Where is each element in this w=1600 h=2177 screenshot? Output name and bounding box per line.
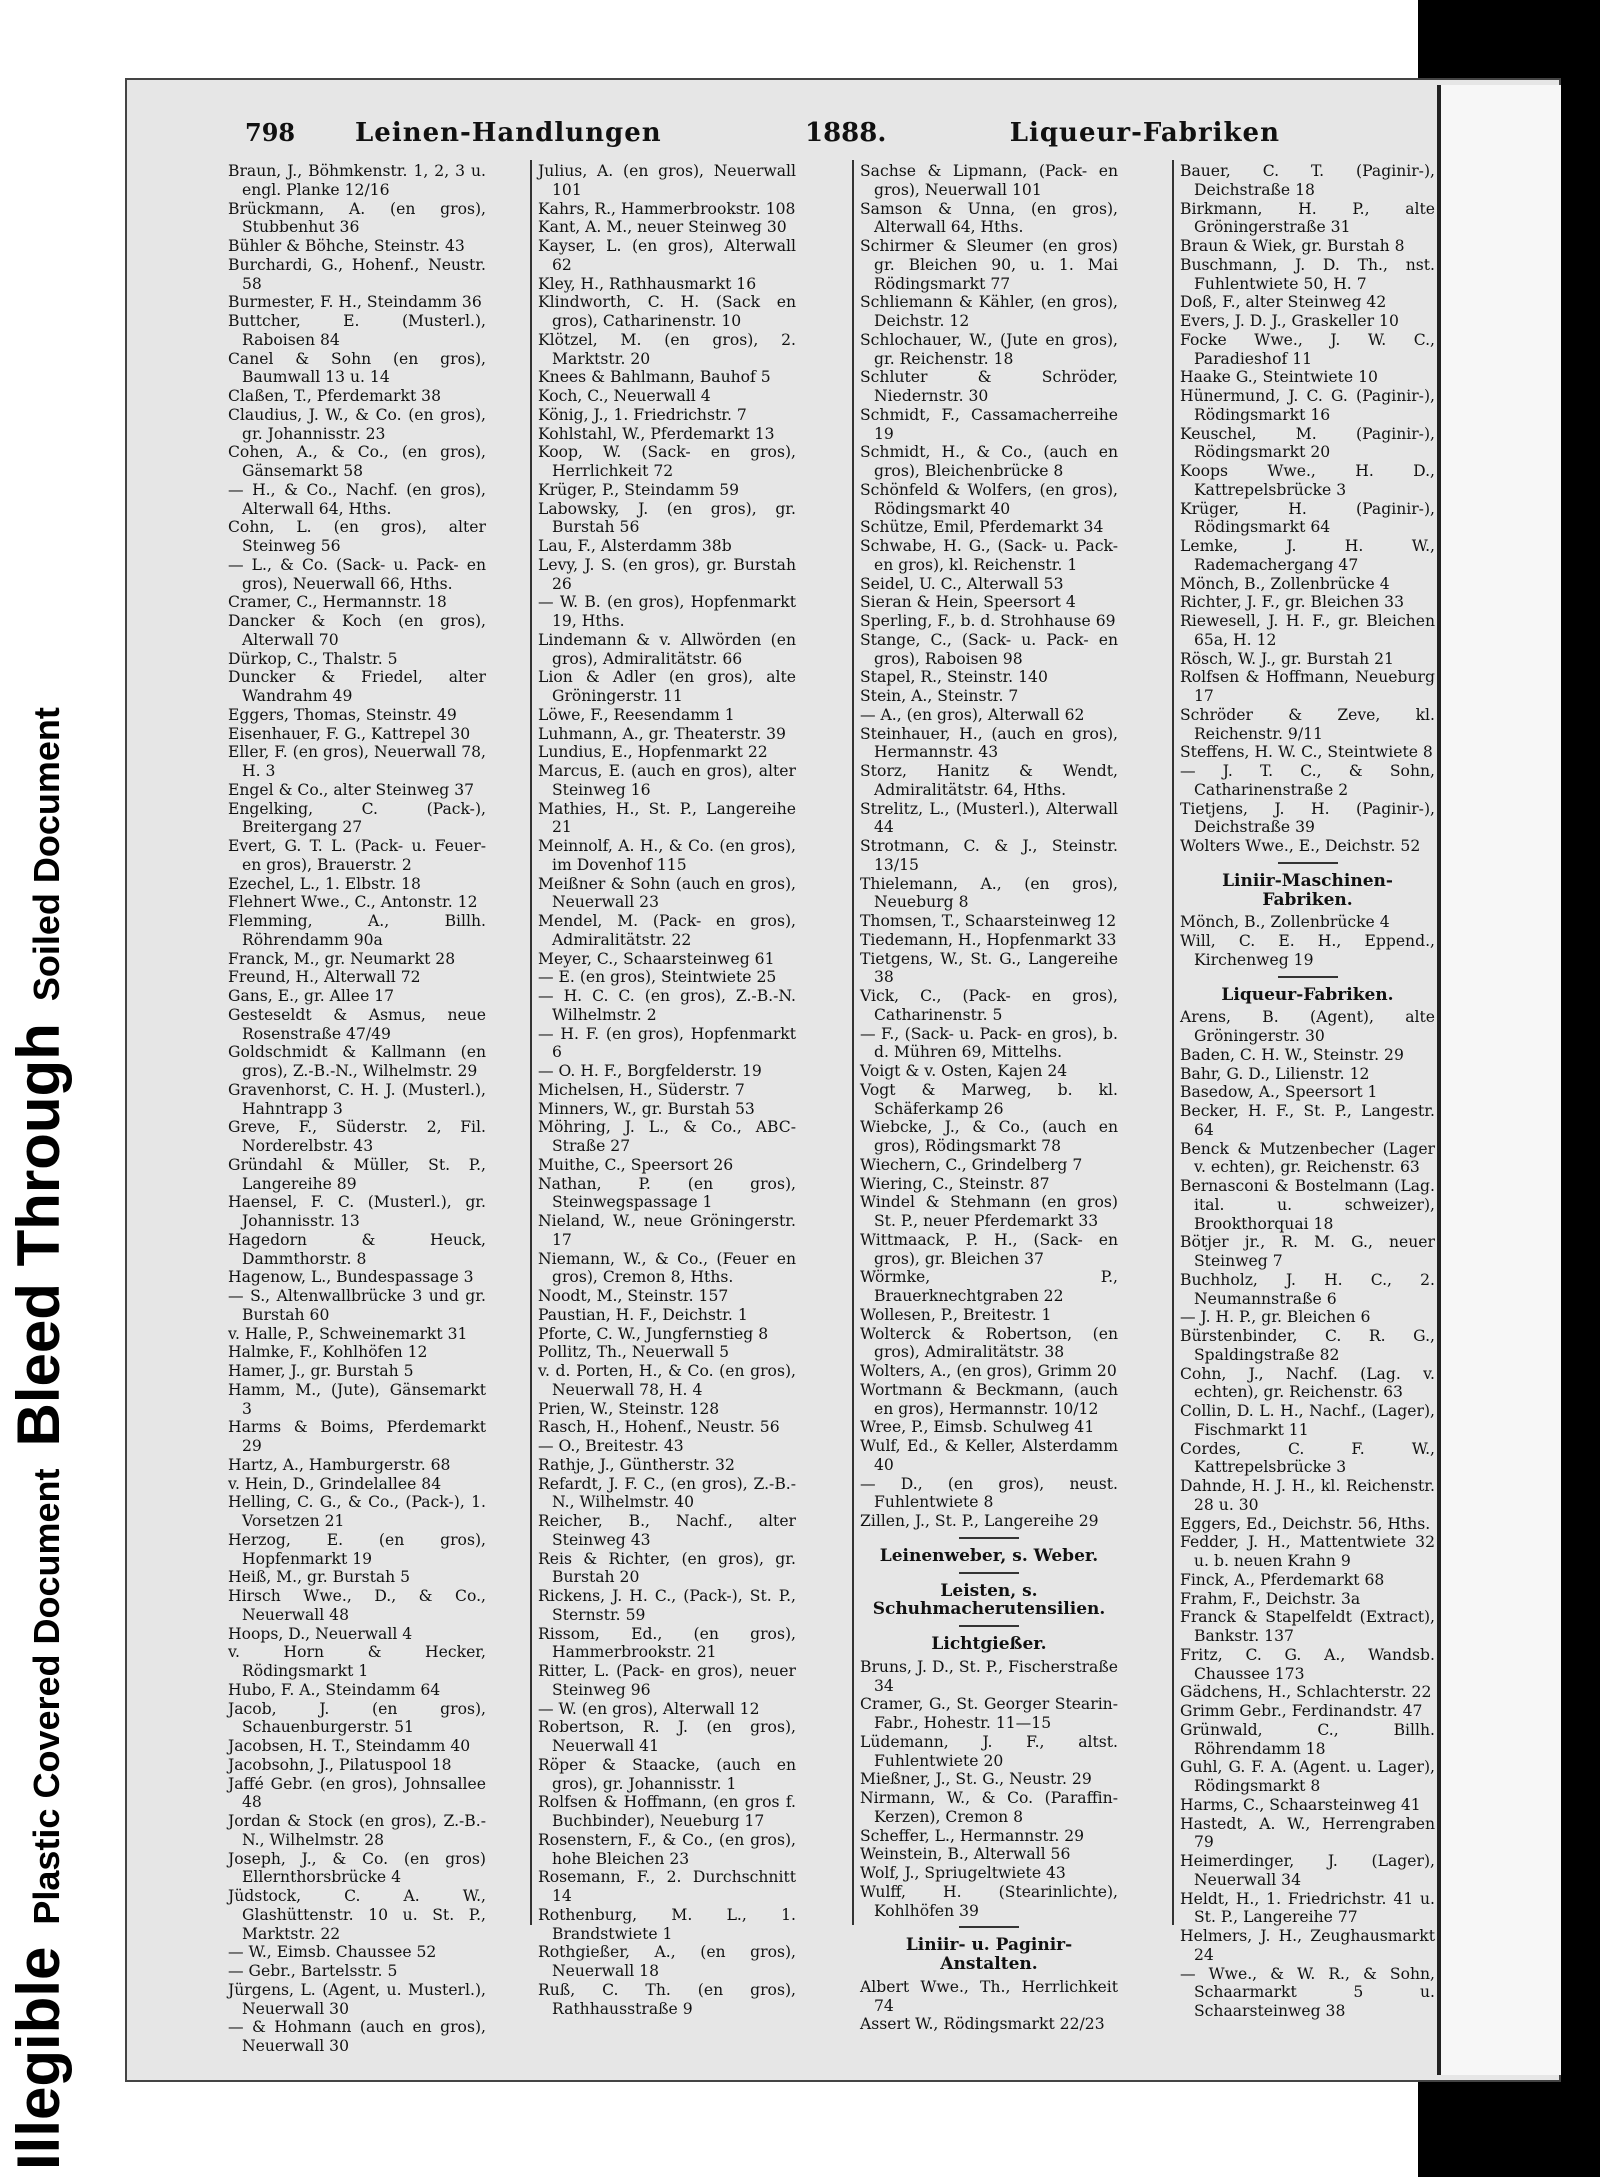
directory-entry: Tietgens, W., St. G., Langereihe 38 bbox=[860, 949, 1118, 987]
directory-entry: Niemann, W., & Co., (Feuer en gros), Cremon 8, Hths. bbox=[538, 1249, 796, 1287]
directory-entry: Bernasconi & Bostelmann (Lag. ital. u. schweizer), Brookthorquai 18 bbox=[1180, 1177, 1435, 1233]
directory-entry: Ezechel, L., 1. Elbstr. 18 bbox=[228, 874, 421, 893]
directory-entry: Birkmann, H. P., alte Gröningerstraße 31 bbox=[1180, 199, 1435, 237]
directory-entry: Hamm, M., (Jute), Gänsemarkt 3 bbox=[228, 1380, 486, 1418]
directory-entry: — D., (en gros), neust. Fuhlentwiete 8 bbox=[860, 1474, 1118, 1512]
directory-entry: Cohen, A., & Co., (en gros), Gänsemarkt 58 bbox=[228, 443, 486, 480]
section-rule bbox=[959, 1625, 1019, 1627]
directory-entry: Noodt, M., Steinstr. 157 bbox=[538, 1287, 729, 1305]
directory-entry: Benck & Mutzenbecher (Lager v. echten), gr. Reichenstr. 63 bbox=[1180, 1139, 1435, 1177]
directory-entry: Collin, D. L. H., Nachf., (Lager), Fischmarkt 11 bbox=[1180, 1402, 1435, 1439]
directory-entry: Jacobsen, H. T., Steindamm 40 bbox=[228, 1737, 471, 1755]
directory-entry: Rathje, J., Güntherstr. 32 bbox=[538, 1455, 735, 1474]
directory-entry: Schmidt, H., & Co., (auch en gros), Bleichenbrücke 8 bbox=[860, 443, 1118, 480]
directory-entry: Minners, W., gr. Burstah 53 bbox=[538, 1099, 755, 1118]
directory-entry: Vogt & Marweg, b. kl. Schäferkamp 26 bbox=[860, 1080, 1118, 1118]
directory-entry: Ruß, C. Th. (en gros), Rathhausstraße 9 bbox=[538, 1980, 796, 2018]
directory-entry: Levy, J. S. (en gros), gr. Burstah 26 bbox=[538, 555, 796, 593]
plastic-covered-label: Plastic Covered Document bbox=[26, 1468, 67, 1925]
directory-entry: Storz, Hanitz & Wendt, Admiralitätstr. 64, Hths. bbox=[860, 762, 1118, 799]
directory-entry: Burchardi, G., Hohenf., Neustr. 58 bbox=[228, 255, 486, 293]
directory-entry: Wiebcke, J., & Co., (auch en gros), Rödingsmarkt 78 bbox=[860, 1118, 1118, 1155]
directory-entry: — & Hohmann (auch en gros), Neuerwall 30 bbox=[228, 2018, 486, 2055]
column-divider bbox=[1172, 160, 1174, 1925]
directory-entry: Krüger, H. (Paginir-), Rödingsmarkt 64 bbox=[1180, 499, 1435, 537]
directory-entry: Rasch, H., Hohenf., Neustr. 56 bbox=[538, 1418, 780, 1437]
directory-entry: Goldschmidt & Kallmann (en gros), Z.-B.-N., Wilhelmstr. 29 bbox=[228, 1043, 486, 1080]
directory-entry: Koop, W. (Sack- en gros), Herrlichkeit 72 bbox=[538, 443, 796, 480]
directory-entry: — O., Breitestr. 43 bbox=[538, 1437, 684, 1455]
directory-entry: Reis & Richter, (en gros), gr. Burstah 20 bbox=[538, 1549, 796, 1587]
directory-entry: Hünermund, J. C. G. (Paginir-), Rödingsmarkt 16 bbox=[1180, 387, 1435, 424]
directory-entry: Grimm Gebr., Ferdinandstr. 47 bbox=[1180, 1702, 1423, 1720]
directory-entry: Gans, E., gr. Allee 17 bbox=[228, 987, 395, 1005]
section-heading: Lichtgießer. bbox=[931, 1634, 1047, 1654]
directory-entry: Schmidt, F., Cassamacherreihe 19 bbox=[860, 405, 1118, 443]
directory-entry: — F., (Sack- u. Pack- en gros), b. d. Mühren 69, Mittelhs. bbox=[860, 1024, 1118, 1062]
directory-entry: Meinnolf, A. H., & Co. (en gros), im Dovenhof 115 bbox=[538, 837, 796, 874]
directory-entry: Schröder & Zeve, kl. Reichenstr. 9/11 bbox=[1180, 705, 1435, 743]
directory-entry: Zillen, J., St. P., Langereihe 29 bbox=[860, 1512, 1099, 1530]
directory-entry: Lau, F., Alsterdamm 38b bbox=[538, 537, 732, 555]
directory-entry: Bürstenbinder, C. R. G., Spaldingstraße 82 bbox=[1180, 1327, 1435, 1364]
directory-entry: — L., & Co. (Sack- u. Pack- en gros), Neuerwall 66, Hths. bbox=[228, 555, 486, 593]
directory-entry: Franck & Stapelfeldt (Extract), Bankstr. 137 bbox=[1180, 1608, 1435, 1645]
directory-entry: Haensel, F. C. (Musterl.), gr. Johannisstr. 13 bbox=[228, 1193, 486, 1230]
left-running-title: Leinen-Handlungen bbox=[355, 118, 662, 148]
directory-entry: Samson & Unna, (en gros), Alterwall 64, Hths. bbox=[860, 199, 1118, 237]
directory-entry: Franck, M., gr. Neumarkt 28 bbox=[228, 949, 456, 968]
directory-entry: Albert Wwe., Th., Herrlichkeit 74 bbox=[860, 1977, 1118, 2015]
directory-entry: Gravenhorst, C. H. J. (Musterl.), Hahntrapp 3 bbox=[228, 1080, 486, 1118]
directory-entry: Gädchens, H., Schlachterstr. 22 bbox=[1180, 1683, 1432, 1702]
directory-entry: Nathan, P. (en gros), Steinwegspassage 1 bbox=[538, 1174, 796, 1212]
directory-entry: Rolfsen & Hoffmann, (en gros f. Buchbinder), Neueburg 17 bbox=[538, 1793, 796, 1830]
directory-entry: Gesteseldt & Asmus, neue Rosenstraße 47/49 bbox=[228, 1005, 486, 1043]
directory-entry: Rothenburg, M. L., 1. Brandstwiete 1 bbox=[538, 1905, 796, 1943]
page-gutter bbox=[1437, 85, 1561, 2075]
directory-entry: Bahr, G. D., Lilienstr. 12 bbox=[1180, 1064, 1370, 1083]
section-heading: Leinenweber, s. Weber. bbox=[879, 1545, 1099, 1566]
directory-entry: Steffens, H. W. C., Steintwiete 8 bbox=[1180, 743, 1433, 762]
directory-entry: Sachse & Lipmann, (Pack- en gros), Neuerwall 101 bbox=[860, 162, 1118, 199]
directory-entry: Freund, H., Alterwall 72 bbox=[228, 968, 421, 987]
directory-entry: Rickens, J. H. C., (Pack-), St. P., Sternstr. 59 bbox=[538, 1587, 796, 1624]
directory-entry: Burmester, F. H., Steindamm 36 bbox=[228, 293, 482, 312]
directory-entry: — E. (en gros), Steintwiete 25 bbox=[538, 968, 777, 987]
directory-entry: Kley, H., Rathhausmarkt 16 bbox=[538, 274, 757, 293]
directory-entry: Riewesell, J. H. F., gr. Bleichen 65a, H. 12 bbox=[1180, 612, 1435, 649]
soiled-label: Soiled Document bbox=[26, 707, 67, 1002]
directory-entry: Schlochauer, W., (Jute en gros), gr. Reichenstr. 18 bbox=[860, 330, 1118, 368]
directory-entry: Rissom, Ed., (en gros), Hammerbrookstr. 21 bbox=[538, 1624, 796, 1662]
directory-entry: Jüdstock, C. A. W., Glashüttenstr. 10 u. St. P., Marktstr. 22 bbox=[228, 1887, 486, 1943]
directory-entry: — H., & Co., Nachf. (en gros), Alterwall 64, Hths. bbox=[228, 480, 486, 518]
directory-entry: König, J., 1. Friedrichstr. 7 bbox=[538, 405, 747, 424]
directory-entry: Becker, H. F., St. P., Langestr. 64 bbox=[1180, 1102, 1435, 1139]
directory-entry: Halmke, F., Kohlhöfen 12 bbox=[228, 1343, 428, 1362]
directory-entry: — W., Eimsb. Chaussee 52 bbox=[228, 1943, 437, 1962]
directory-entry: Focke Wwe., J. W. C., Paradieshof 11 bbox=[1180, 330, 1435, 368]
directory-entry: Buschmann, J. D. Th., nst. Fuhlentwiete 50, H. 7 bbox=[1180, 255, 1435, 293]
directory-entry: Cordes, C. F. W., Kattrepelsbrücke 3 bbox=[1180, 1439, 1435, 1477]
directory-entry: Finck, A., Pferdemarkt 68 bbox=[1180, 1570, 1385, 1589]
directory-entry: Möhring, J. L., & Co., ABC-Straße 27 bbox=[538, 1118, 796, 1155]
directory-entry: Assert W., Rödingsmarkt 22/23 bbox=[860, 2015, 1105, 2034]
directory-entry: Harms & Boims, Pferdemarkt 29 bbox=[228, 1418, 486, 1455]
directory-entry: Jordan & Stock (en gros), Z.-B.-N., Wilhelmstr. 28 bbox=[228, 1812, 486, 1849]
directory-entry: Eggers, Ed., Deichstr. 56, Hths. bbox=[1180, 1514, 1431, 1533]
right-running-title: Liqueur-Fabriken bbox=[1009, 118, 1280, 148]
directory-entry: Braun, J., Böhmkenstr. 1, 2, 3 u. engl. Planke 12/16 bbox=[228, 162, 486, 199]
directory-entry: Flehnert Wwe., C., Antonstr. 12 bbox=[228, 893, 478, 912]
directory-entry: Knees & Bahlmann, Bauhof 5 bbox=[538, 368, 771, 387]
directory-entry: Marcus, E. (auch en gros), alter Steinweg 16 bbox=[538, 762, 796, 799]
directory-entry: Wolf, J., Spriugeltwiete 43 bbox=[860, 1864, 1066, 1882]
directory-entry: Röper & Staacke, (auch en gros), gr. Johannisstr. 1 bbox=[538, 1755, 796, 1793]
directory-entry: Schütze, Emil, Pferdemarkt 34 bbox=[860, 518, 1104, 537]
directory-entry: Helling, C. G., & Co., (Pack-), 1. Vorsetzen 21 bbox=[228, 1493, 486, 1530]
directory-entry: Jaffé Gebr. (en gros), Johnsallee 48 bbox=[228, 1774, 486, 1812]
directory-entry: Heimerdinger, J. (Lager), Neuerwall 34 bbox=[1180, 1852, 1435, 1889]
illegible-label: Illegible bbox=[5, 1946, 72, 2170]
directory-entry: Engelking, C. (Pack-), Breitergang 27 bbox=[228, 799, 486, 837]
directory-entry: Voigt & v. Osten, Kajen 24 bbox=[860, 1062, 1068, 1080]
directory-entry: Doß, F., alter Steinweg 42 bbox=[1180, 293, 1387, 312]
section-rule bbox=[959, 1572, 1019, 1574]
directory-entry: Lüdemann, J. F., altst. Fuhlentwiete 20 bbox=[860, 1732, 1118, 1770]
directory-entry: Meißner & Sohn (auch en gros), Neuerwall 23 bbox=[538, 874, 796, 912]
directory-entry: Cohn, L. (en gros), alter Steinweg 56 bbox=[228, 518, 486, 555]
directory-entry: Keuschel, M. (Paginir-), Rödingsmarkt 20 bbox=[1180, 424, 1435, 462]
directory-entry: Cramer, G., St. Georger Stearin-Fabr., Hohestr. 11—15 bbox=[860, 1695, 1118, 1732]
directory-entry: Thielemann, A., (en gros), Neueburg 8 bbox=[860, 874, 1118, 912]
directory-entry: Ritter, L. (Pack- en gros), neuer Steinweg 96 bbox=[538, 1662, 796, 1699]
directory-entry: Grünwald, C., Billh. Röhrendamm 18 bbox=[1180, 1720, 1435, 1758]
directory-entry: Pollitz, Th., Neuerwall 5 bbox=[538, 1343, 730, 1362]
directory-entry: v. Hein, D., Grindelallee 84 bbox=[228, 1474, 442, 1493]
directory-entry: Jacobsohn, J., Pilatuspool 18 bbox=[228, 1755, 452, 1774]
directory-entry: v. Halle, P., Schweinemarkt 31 bbox=[228, 1324, 468, 1343]
directory-entry: Heiß, M., gr. Burstah 5 bbox=[228, 1568, 411, 1587]
directory-entry: — H. C. C. (en gros), Z.-B.-N. Wilhelmstr. 2 bbox=[538, 987, 796, 1024]
directory-entry: Labowsky, J. (en gros), gr. Burstah 56 bbox=[538, 499, 796, 537]
directory-entry: Canel & Sohn (en gros), Baumwall 13 u. 14 bbox=[228, 349, 486, 387]
directory-entry: — J. T. C., & Sohn, Catharinenstraße 2 bbox=[1180, 762, 1435, 799]
directory-entry: Strotmann, C. & J., Steinstr. 13/15 bbox=[860, 837, 1118, 874]
directory-entry: Jacob, J. (en gros), Schauenburgerstr. 51 bbox=[228, 1699, 486, 1737]
directory-entry: Richter, J. F., gr. Bleichen 33 bbox=[1180, 593, 1405, 612]
directory-entry: — A., (en gros), Alterwall 62 bbox=[860, 705, 1085, 724]
directory-entry: Schirmer & Sleumer (en gros) gr. Bleichen 90, u. 1. Mai Rödingsmarkt 77 bbox=[860, 237, 1118, 293]
directory-entry: Hoops, D., Neuerwall 4 bbox=[228, 1624, 413, 1643]
directory-entry: Engel & Co., alter Steinweg 37 bbox=[228, 780, 475, 799]
directory-entry: Wulff, H. (Stearinlichte), Kohlhöfen 39 bbox=[860, 1882, 1118, 1920]
directory-entry: Schliemann & Kähler, (en gros), Deichstr. 12 bbox=[860, 293, 1118, 330]
directory-entry: Koops Wwe., H. D., Kattrepelsbrücke 3 bbox=[1180, 462, 1435, 499]
page-header bbox=[245, 118, 1280, 156]
directory-entry: Schluter & Schröder, Niedernstr. 30 bbox=[860, 368, 1118, 405]
directory-entry: Mendel, M. (Pack- en gros), Admiralitätstr. 22 bbox=[538, 912, 796, 949]
directory-entry: Luhmann, A., gr. Theaterstr. 39 bbox=[538, 724, 786, 743]
directory-entry: Eisenhauer, F. G., Kattrepel 30 bbox=[228, 724, 471, 743]
directory-entry: Lindemann & v. Allwörden (en gros), Admiralitätstr. 66 bbox=[538, 630, 796, 668]
directory-entry: Buttcher, E. (Musterl.), Raboisen 84 bbox=[228, 312, 486, 349]
directory-entry: Robertson, R. J. (en gros), Neuerwall 41 bbox=[538, 1718, 796, 1755]
directory-entry: Lundius, E., Hopfenmarkt 22 bbox=[538, 743, 768, 762]
directory-entry: Fritz, C. G. A., Wandsb. Chaussee 173 bbox=[1180, 1645, 1435, 1683]
directory-entry: Vick, C., (Pack- en gros), Catharinenstr. 5 bbox=[860, 987, 1118, 1024]
directory-entry: Hirsch Wwe., D., & Co., Neuerwall 48 bbox=[228, 1587, 486, 1624]
directory-entry: Wolterck & Robertson, (en gros), Admiralitätstr. 38 bbox=[860, 1324, 1118, 1362]
directory-entry: Klötzel, M. (en gros), 2. Marktstr. 20 bbox=[538, 330, 796, 368]
directory-entry: — S., Altenwallbrücke 3 und gr. Burstah 60 bbox=[228, 1287, 486, 1324]
directory-entry: Sieran & Hein, Speersort 4 bbox=[860, 593, 1076, 612]
directory-entry: Windel & Stehmann (en gros) St. P., neuer Pferdemarkt 33 bbox=[860, 1193, 1118, 1230]
directory-entry: Seidel, U. C., Alterwall 53 bbox=[860, 574, 1064, 593]
directory-entry: Klindworth, C. H. (Sack en gros), Catharinenstr. 10 bbox=[538, 293, 796, 330]
directory-entry: Bauer, C. T. (Paginir-), Deichstraße 18 bbox=[1180, 162, 1435, 199]
directory-entry: Kahrs, R., Hammerbrookstr. 108 bbox=[538, 199, 796, 218]
directory-entry: Rothgießer, A., (en gros), Neuerwall 18 bbox=[538, 1943, 796, 1980]
directory-entry: Flemming, A., Billh. Röhrendamm 90a bbox=[228, 912, 486, 949]
directory-entry: Strelitz, L., (Musterl.), Alterwall 44 bbox=[860, 799, 1118, 837]
directory-entry: Rösch, W. J., gr. Burstah 21 bbox=[1180, 649, 1394, 668]
directory-entry: — J. H. P., gr. Bleichen 6 bbox=[1180, 1308, 1371, 1327]
directory-entry: Stange, C., (Sack- u. Pack- en gros), Raboisen 98 bbox=[860, 630, 1118, 668]
directory-entry: Hagedorn & Heuck, Dammthorstr. 8 bbox=[228, 1230, 486, 1268]
directory-entry: Wittmaack, P. H., (Sack- en gros), gr. Bleichen 37 bbox=[860, 1230, 1118, 1268]
directory-entry: Mönch, B., Zollenbrücke 4 bbox=[1180, 574, 1390, 593]
year-heading: 1888. bbox=[805, 118, 887, 148]
directory-entry: Rosemann, F., 2. Durchschnitt 14 bbox=[538, 1868, 796, 1905]
column-divider bbox=[530, 160, 532, 1925]
directory-entry: Haake G., Steintwiete 10 bbox=[1180, 368, 1378, 387]
directory-entry: Baden, C. H. W., Steinstr. 29 bbox=[1180, 1045, 1404, 1064]
section-heading: Liqueur-Fabriken. bbox=[1221, 984, 1394, 1005]
directory-entry: Frahm, F., Deichstr. 3a bbox=[1180, 1589, 1361, 1608]
directory-entry: Hamer, J., gr. Burstah 5 bbox=[228, 1362, 414, 1380]
directory-entry: Bühler & Böhche, Steinstr. 43 bbox=[228, 237, 465, 255]
directory-entry: Schönfeld & Wolfers, (en gros), Rödingsmarkt 40 bbox=[860, 480, 1118, 518]
directory-entry: Wulf, Ed., & Keller, Alsterdamm 40 bbox=[860, 1437, 1118, 1474]
directory-entry: Hubo, F. A., Steindamm 64 bbox=[228, 1680, 441, 1699]
column-divider bbox=[852, 160, 854, 1925]
directory-entry: Heldt, H., 1. Friedrichstr. 41 u. St. P., Langereihe 77 bbox=[1180, 1889, 1435, 1927]
directory-entry: Rosenstern, F., & Co., (en gros), hohe Bleichen 23 bbox=[538, 1830, 796, 1868]
directory-entry: Meyer, C., Schaarsteinweg 61 bbox=[538, 949, 775, 968]
directory-entry: Lion & Adler (en gros), alte Gröningerstr. 11 bbox=[538, 668, 796, 705]
directory-entry: Krüger, P., Steindamm 59 bbox=[538, 480, 740, 499]
directory-column-2 bbox=[538, 162, 796, 2018]
directory-entry: Prien, W., Steinstr. 128 bbox=[538, 1399, 720, 1418]
directory-entry: Cramer, C., Hermannstr. 18 bbox=[228, 593, 447, 612]
directory-entry: Julius, A. (en gros), Neuerwall 101 bbox=[538, 162, 796, 199]
directory-entry: Scheffer, L., Hermannstr. 29 bbox=[860, 1826, 1085, 1845]
directory-entry: Dahnde, H. J. H., kl. Reichenstr. 28 u. 30 bbox=[1180, 1477, 1435, 1514]
directory-entry: Hagenow, L., Bundespassage 3 bbox=[228, 1268, 474, 1287]
directory-entry: Löwe, F., Reesendamm 1 bbox=[538, 705, 735, 724]
section-rule bbox=[959, 1926, 1019, 1928]
side-warning-label bbox=[4, 707, 73, 2170]
directory-entry: Hastedt, A. W., Herrengraben 79 bbox=[1180, 1814, 1435, 1852]
directory-entry: Eggers, Thomas, Steinstr. 49 bbox=[228, 705, 457, 724]
directory-entry: Claudius, J. W., & Co. (en gros), gr. Johannisstr. 23 bbox=[228, 405, 486, 443]
directory-entry: Bötjer jr., R. M. G., neuer Steinweg 7 bbox=[1180, 1233, 1435, 1270]
directory-entry: Mathies, H., St. P., Langereihe 21 bbox=[538, 799, 796, 837]
directory-entry: — Gebr., Bartelsstr. 5 bbox=[228, 1962, 398, 1980]
directory-entry: Helmers, J. H., Zeughausmarkt 24 bbox=[1180, 1927, 1435, 1964]
directory-entry: Claßen, T., Pferdemarkt 38 bbox=[228, 387, 442, 405]
directory-entry: Stein, A., Steinstr. 7 bbox=[860, 687, 1019, 705]
directory-entry: Evers, J. D. J., Graskeller 10 bbox=[1180, 312, 1399, 330]
directory-entry: Koch, C., Neuerwall 4 bbox=[538, 387, 711, 405]
directory-entry: Buchholz, J. H. C., 2. Neumannstraße 6 bbox=[1180, 1270, 1435, 1308]
section-heading: Liniir- u. Paginir-Anstalten. bbox=[905, 1935, 1073, 1974]
section-heading: Leisten, s. Schuhmacherutensilien. bbox=[872, 1580, 1106, 1620]
directory-entry: Michelsen, H., Süderstr. 7 bbox=[538, 1080, 745, 1099]
directory-entry: Kayser, L. (en gros), Alterwall 62 bbox=[538, 237, 796, 274]
directory-entry: Wiering, C., Steinstr. 87 bbox=[860, 1174, 1050, 1193]
directory-entry: Brückmann, A. (en gros), Stubbenhut 36 bbox=[228, 199, 486, 237]
directory-column-3 bbox=[860, 162, 1118, 2034]
directory-entry: — Wwe., & W. R., & Sohn, Schaarmarkt 5 u. Schaarsteinweg 38 bbox=[1180, 1964, 1435, 2020]
directory-entry: Evert, G. T. L. (Pack- u. Feuer- en gros), Brauerstr. 2 bbox=[228, 837, 486, 874]
directory-entry: v. Horn & Hecker, Rödingsmarkt 1 bbox=[228, 1643, 486, 1680]
directory-entry: Nieland, W., neue Gröningerstr. 17 bbox=[538, 1212, 796, 1249]
directory-entry: Herzog, E. (en gros), Hopfenmarkt 19 bbox=[228, 1530, 486, 1568]
directory-entry: Wiechern, C., Grindelberg 7 bbox=[860, 1155, 1083, 1174]
directory-column-1 bbox=[228, 162, 486, 2056]
bleed-through-label: Bleed Through bbox=[5, 1023, 72, 1447]
directory-entry: Jürgens, L. (Agent, u. Musterl.), Neuerwall 30 bbox=[228, 1980, 486, 2018]
directory-entry: Bruns, J. D., St. P., Fischerstraße 34 bbox=[860, 1657, 1118, 1695]
directory-entry: Eller, F. (en gros), Neuerwall 78, H. 3 bbox=[228, 743, 486, 780]
directory-entry: Cohn, J., Nachf. (Lag. v. echten), gr. Reichenstr. 63 bbox=[1180, 1364, 1435, 1402]
directory-column-4 bbox=[1180, 162, 1435, 2021]
directory-entry: Nirmann, W., & Co. (Paraffin-Kerzen), Cremon 8 bbox=[860, 1789, 1118, 1826]
directory-entry: Stapel, R., Steinstr. 140 bbox=[860, 668, 1048, 687]
directory-entry: Weinstein, B., Alterwall 56 bbox=[860, 1845, 1071, 1864]
directory-entry: v. d. Porten, H., & Co. (en gros), Neuerwall 78, H. 4 bbox=[538, 1362, 796, 1399]
section-heading: Liniir-Maschinen-Fabriken. bbox=[1222, 870, 1393, 910]
directory-entry: Pforte, C. W., Jungfernstieg 8 bbox=[538, 1324, 769, 1343]
directory-entry: Braun & Wiek, gr. Burstah 8 bbox=[1180, 237, 1405, 255]
directory-entry: Paustian, H. F., Deichstr. 1 bbox=[538, 1305, 748, 1324]
directory-entry: Mönch, B., Zollenbrücke 4 bbox=[1180, 913, 1390, 932]
directory-entry: Wollesen, P., Breitestr. 1 bbox=[860, 1305, 1052, 1324]
directory-entry: Fedder, J. H., Mattentwiete 32 u. b. neuen Krahn 9 bbox=[1180, 1533, 1435, 1570]
directory-entry: Kohlstahl, W., Pferdemarkt 13 bbox=[538, 424, 775, 443]
directory-entry: Muithe, C., Speersort 26 bbox=[538, 1155, 734, 1174]
section-rule bbox=[959, 1537, 1019, 1539]
directory-entry: Harms, C., Schaarsteinweg 41 bbox=[1180, 1795, 1421, 1814]
directory-entry: — W. (en gros), Alterwall 12 bbox=[538, 1699, 760, 1718]
directory-entry: Duncker & Friedel, alter Wandrahm 49 bbox=[228, 668, 486, 705]
directory-entry: — H. F. (en gros), Hopfenmarkt 6 bbox=[538, 1024, 796, 1062]
directory-entry: Kant, A. M., neuer Steinweg 30 bbox=[538, 218, 787, 237]
directory-entry: Basedow, A., Speersort 1 bbox=[1180, 1083, 1378, 1102]
directory-entry: — W. B. (en gros), Hopfenmarkt 19, Hths. bbox=[538, 593, 796, 630]
directory-entry: Joseph, J., & Co. (en gros) Ellernthorsbrücke 4 bbox=[228, 1849, 486, 1887]
directory-entry: Wörmke, P., Brauerknechtgraben 22 bbox=[860, 1268, 1118, 1305]
directory-entry: Wree, P., Eimsb. Schulweg 41 bbox=[860, 1418, 1095, 1437]
section-rule bbox=[1278, 862, 1338, 864]
directory-entry: — O. H. F., Borgfelderstr. 19 bbox=[538, 1062, 762, 1080]
directory-entry: Sperling, F., b. d. Strohhause 69 bbox=[860, 612, 1116, 630]
page-number: 798 bbox=[245, 118, 296, 147]
directory-entry: Steinhauer, H., (auch en gros), Hermannstr. 43 bbox=[860, 724, 1118, 762]
directory-entry: Thomsen, T., Schaarsteinweg 12 bbox=[860, 912, 1117, 930]
directory-entry: Rolfsen & Hoffmann, Neueburg 17 bbox=[1180, 668, 1435, 705]
directory-entry: Gründahl & Müller, St. P., Langereihe 89 bbox=[228, 1155, 486, 1193]
directory-entry: Reicher, B., Nachf., alter Steinweg 43 bbox=[538, 1512, 796, 1549]
directory-entry: Schwabe, H. G., (Sack- u. Pack- en gros), kl. Reichenstr. 1 bbox=[860, 537, 1118, 574]
section-rule bbox=[1278, 976, 1338, 978]
directory-entry: Wolters, A., (en gros), Grimm 20 bbox=[860, 1362, 1117, 1380]
directory-entry: Wolters Wwe., E., Deichstr. 52 bbox=[1180, 837, 1421, 855]
directory-entry: Mießner, J., St. G., Neustr. 29 bbox=[860, 1770, 1092, 1789]
directory-entry: Guhl, G. F. A. (Agent. u. Lager), Rödingsmarkt 8 bbox=[1180, 1758, 1435, 1795]
directory-entry: Greve, F., Süderstr. 2, Fil. Norderelbstr. 43 bbox=[228, 1118, 486, 1155]
directory-entry: Dürkop, C., Thalstr. 5 bbox=[228, 649, 398, 668]
directory-entry: Arens, B. (Agent), alte Gröningerstr. 30 bbox=[1180, 1008, 1435, 1045]
directory-entry: Tiedemann, H., Hopfenmarkt 33 bbox=[860, 930, 1117, 949]
directory-entry: Wortmann & Beckmann, (auch en gros), Hermannstr. 10/12 bbox=[860, 1380, 1118, 1418]
directory-entry: Dancker & Koch (en gros), Alterwall 70 bbox=[228, 612, 486, 649]
directory-entry: Tietjens, J. H. (Paginir-), Deichstraße 39 bbox=[1180, 799, 1435, 837]
directory-entry: Lemke, J. H. W., Rademachergang 47 bbox=[1180, 537, 1435, 574]
directory-entry: Refardt, J. F. C., (en gros), Z.-B.-N., Wilhelmstr. 40 bbox=[538, 1474, 796, 1512]
directory-entry: Hartz, A., Hamburgerstr. 68 bbox=[228, 1455, 451, 1474]
directory-entry: Will, C. E. H., Eppend., Kirchenweg 19 bbox=[1180, 932, 1435, 969]
